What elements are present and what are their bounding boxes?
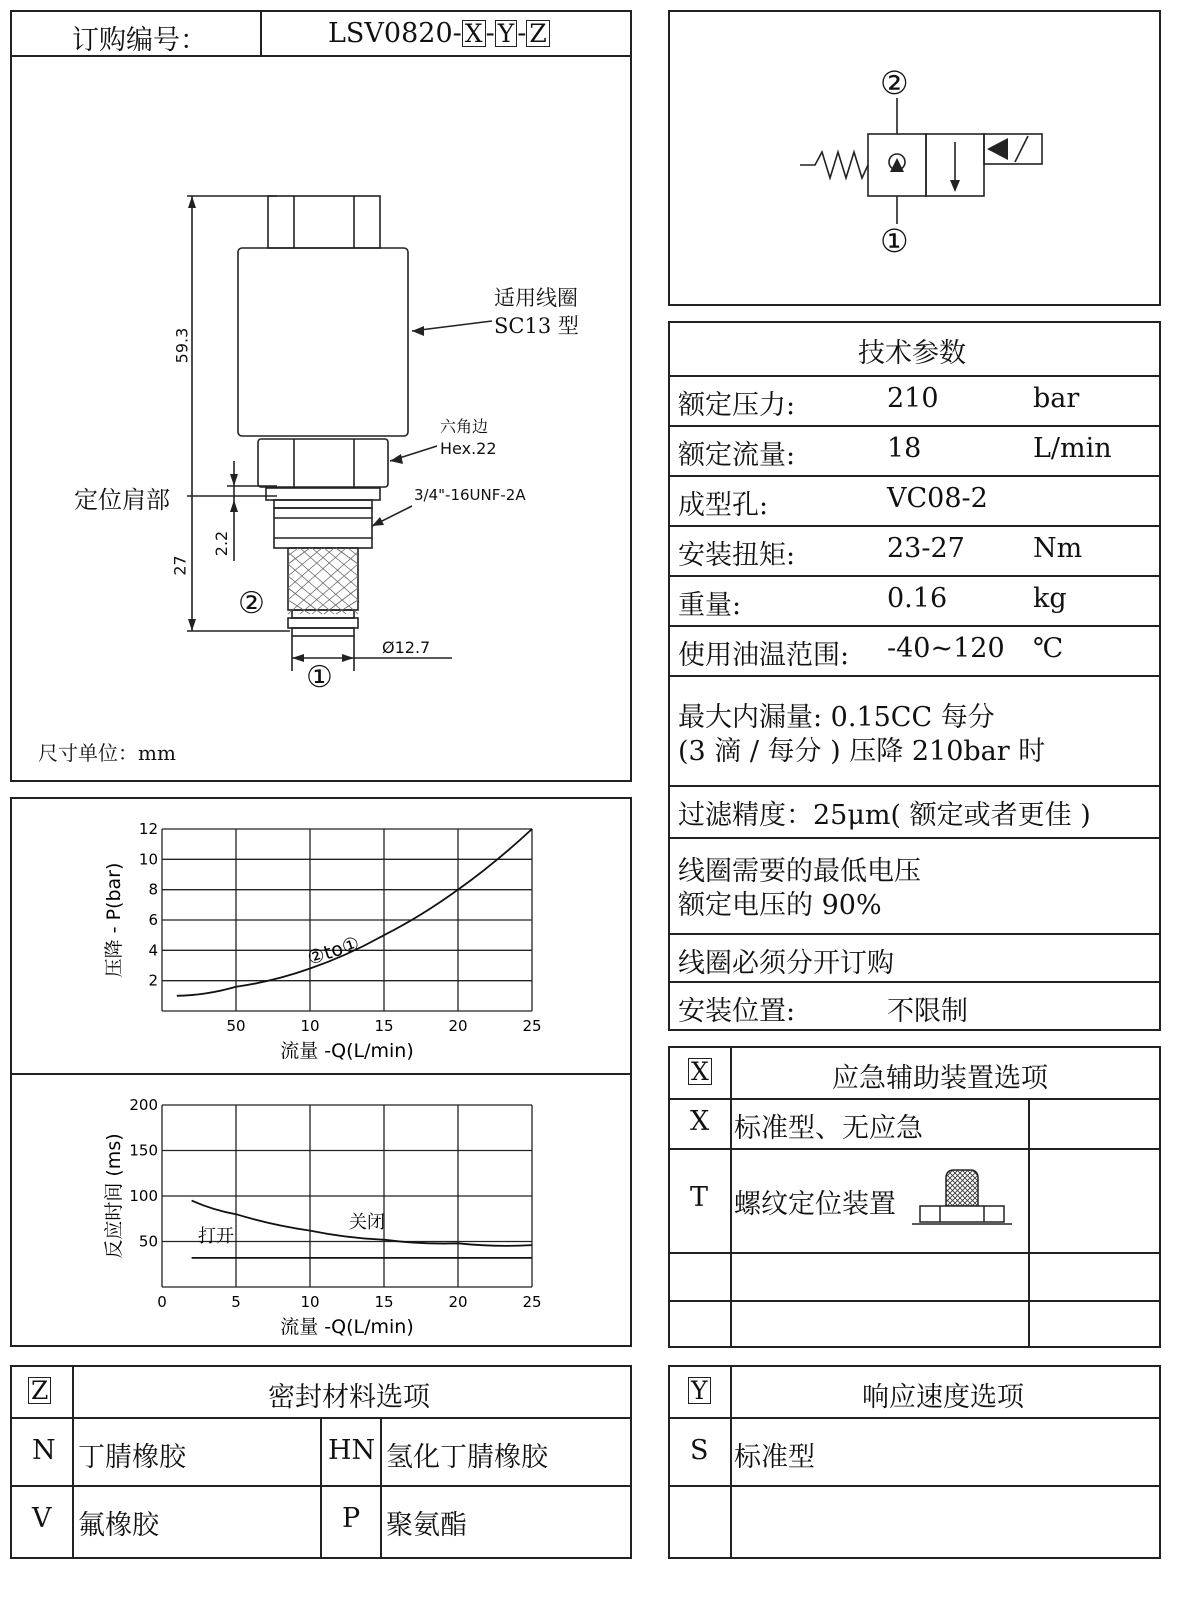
response-code: Y	[688, 1377, 711, 1404]
unit-note: 尺寸单位：mm	[38, 741, 176, 765]
x-tick-label: 15	[374, 1293, 394, 1311]
response-code-s: S	[690, 1435, 709, 1466]
x-tick-label: 10	[300, 1017, 320, 1035]
leakage-line-2: (3 滴 / 每分 ) 压降 210bar 时	[678, 736, 1046, 767]
close-label: 关闭	[349, 1212, 385, 1233]
response-options-table	[668, 1365, 1161, 1559]
emergency-code-t: T	[690, 1182, 709, 1213]
y-tick-label: 150	[129, 1141, 158, 1160]
x-tick-label: 20	[448, 1293, 468, 1311]
tech-table	[668, 321, 1161, 1031]
emergency-options-table	[668, 1046, 1161, 1348]
x-tick-label: 20	[448, 1017, 468, 1035]
seal-label-v: 氟橡胶	[78, 1510, 159, 1541]
response-time-chart	[12, 1075, 630, 1345]
y-tick-label: 6	[148, 911, 158, 929]
order-code: LSV0820- X - Y - Z	[328, 18, 550, 49]
y-tick-label: 8	[148, 880, 158, 899]
x-tick-label: 25	[522, 1017, 542, 1035]
series-line	[177, 829, 532, 996]
y-tick-label: 200	[129, 1096, 158, 1114]
seal-code-v: V	[32, 1503, 52, 1534]
seal-label-n: 丁腈橡胶	[78, 1442, 186, 1473]
seal-title: 密封材料选项	[268, 1382, 430, 1413]
x-tick-label: 50	[226, 1017, 246, 1035]
threaded-detent-icon	[910, 1168, 1014, 1230]
y-tick-label: 100	[129, 1187, 158, 1205]
y-axis-label: 反应时间 (ms)	[103, 1133, 125, 1259]
curve-annotation: ②to①	[304, 932, 363, 970]
emergency-label-t: 螺纹定位装置	[734, 1189, 896, 1220]
leakage-line-1: 最大内漏量: 0.15CC 每分	[678, 702, 995, 733]
x-tick-label: 5	[231, 1293, 241, 1311]
seal-code: Z	[28, 1377, 51, 1404]
dim-diameter: Ø12.7	[382, 638, 431, 657]
order-code-label: 订购编号：	[72, 25, 207, 56]
tech-row: 安装扭矩: 23-27 Nm	[678, 533, 1083, 571]
emergency-label-x: 标准型、无应急	[734, 1113, 923, 1144]
order-code-z: Z	[526, 20, 549, 47]
emergency-code-x: X	[690, 1106, 710, 1137]
y-tick-label: 50	[138, 1232, 158, 1251]
tech-row: 额定压力: 210 bar	[678, 383, 1080, 421]
x-tick-label: 10	[300, 1293, 320, 1311]
x-tick-label: 0	[157, 1293, 167, 1311]
y-tick-label: 12	[138, 820, 158, 838]
dim-2-2: 2.2	[212, 530, 232, 557]
port-2-label: ②	[238, 586, 265, 621]
symbol-panel	[668, 10, 1161, 306]
voltage-line-1: 线圈需要的最低电压	[678, 856, 921, 887]
x-axis-label: 流量 -Q(L/min)	[280, 1316, 414, 1338]
y-tick-label: 10	[138, 850, 158, 869]
order-code-x: X	[462, 20, 486, 47]
seal-label-p: 聚氨酯	[386, 1510, 467, 1541]
hydraulic-symbol	[670, 12, 1159, 304]
hex-note: 六角边 Hex.22	[440, 417, 497, 458]
x-tick-label: 25	[522, 1293, 542, 1311]
charts-panel	[10, 797, 632, 1347]
tech-row: 使用油温范围: -40~120 ℃	[678, 633, 1064, 671]
seal-label-hn: 氢化丁腈橡胶	[386, 1442, 548, 1473]
dim-59-3: 59.3	[172, 327, 192, 364]
thread-note: 3/4"-16UNF-2A	[414, 486, 526, 504]
pressure-drop-chart	[12, 799, 630, 1073]
open-label: 打开	[198, 1226, 234, 1247]
y-tick-label: 2	[148, 971, 158, 990]
response-label-s: 标准型	[734, 1442, 815, 1473]
coil-note: 适用线圈 SC13 型	[494, 286, 579, 338]
symbol-port-1: ①	[880, 222, 909, 260]
x-tick-label: 15	[374, 1017, 394, 1035]
order-code-y: Y	[495, 20, 518, 47]
y-axis-label: 压降 - P(bar)	[103, 862, 125, 978]
y-tick-label: 4	[148, 941, 158, 960]
voltage-line-2: 额定电压的 90%	[678, 890, 882, 921]
tech-row: 重量: 0.16 kg	[678, 583, 1067, 621]
emergency-title: 应急辅助装置选项	[832, 1063, 1048, 1094]
drawing-panel	[10, 10, 632, 782]
seal-code-hn: HN	[328, 1435, 376, 1466]
seal-code-p: P	[342, 1503, 361, 1534]
response-title: 响应速度选项	[862, 1382, 1024, 1413]
shoulder-label: 定位肩部	[74, 486, 170, 514]
seal-options-table	[10, 1365, 632, 1559]
port-1-label: ①	[306, 660, 333, 695]
filtration: 过滤精度：25μm( 额定或者更佳 )	[678, 800, 1091, 831]
emergency-code: X	[688, 1058, 712, 1085]
coil-order-note: 线圈必须分开订购	[678, 948, 894, 979]
tech-row: 成型孔: VC08-2	[678, 483, 988, 521]
x-axis-label: 流量 -Q(L/min)	[280, 1040, 414, 1062]
tech-title: 技术参数	[858, 338, 966, 369]
mount-label: 安装位置:	[678, 996, 796, 1027]
seal-code-n: N	[32, 1435, 56, 1466]
tech-row: 额定流量: 18 L/min	[678, 433, 1112, 471]
dim-27: 27	[170, 555, 190, 576]
mount-value: 不限制	[887, 996, 968, 1027]
symbol-port-2: ②	[880, 64, 909, 102]
